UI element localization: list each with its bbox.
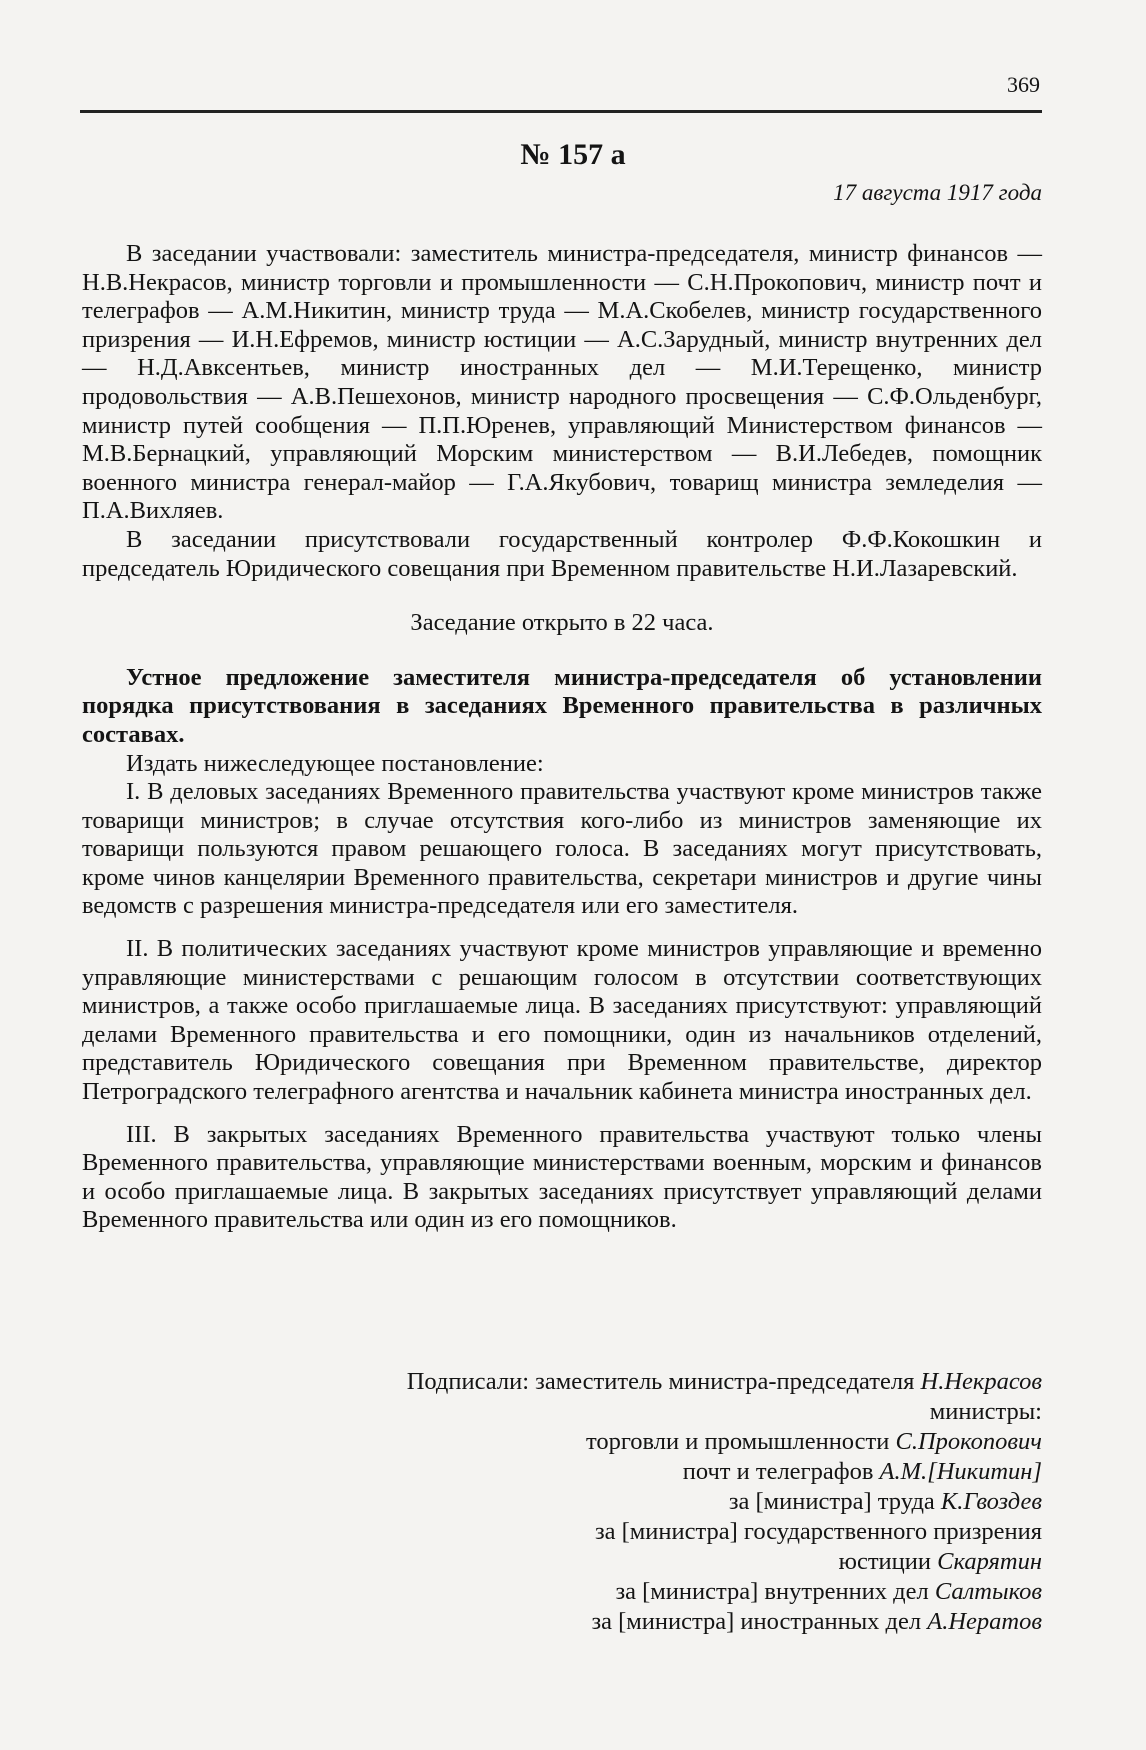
resolution-intro: Издать нижеследующее постановление:	[126, 749, 544, 777]
participants-paragraph: В заседании участвовали: заместитель министра-председателя, министр финансов — Н.В.Некрасов, министр торговли и промышленности — С.Н.Прокопович, министр почт и телеграфов — А.М.Никитин, министр труда — М.А.Скобелев, министр государственного призрения — И.Н.Ефремов, министр юстиции — А.С.Зарудный, министр внутренних дел — Н.Д.Авксентьев, министр иностранных дел — М.И.Терещенко, министр продовольствия — А.В.Пешехонов, министр народного просвещения — С.Ф.Ольденбург, министр путей сообщения — П.П.Юренев, управляющий Министерством финансов — М.В.Бернацкий, управляющий Морским министерством — В.И.Лебедев, помощник военного министра генерал-майор — Г.А.Якубович, товарищ министра земледелия — П.А.Вихляев.	[82, 240, 1042, 525]
clause-3: III. В закрытых заседаниях Временного правительства участвуют только члены Временного правительства, управляющие министерствами военным, морским и финансов и особо приглашаемые лица. В закрытых заседаниях присутствует управляющий делами Временного правительства или один из его помощников.	[82, 1120, 1042, 1234]
clause-2: II. В политических заседаниях участвуют кроме министров управляющие и временно управляющие министерствами с решающим голосом в отсутствии соответствующих министров, а также особо приглашаемые лица. В заседаниях присутствуют: управляющий делами Временного правительства и его помощники, один из начальников отделений, представитель Юридического совещания при Временном правительстве, директор Петроградского телеграфного агентства и начальник кабинета министра иностранных дел.	[82, 935, 1042, 1106]
signature-line: за [министра] иностранных дел А.Нератов	[591, 1608, 1042, 1635]
signature-line: министры:	[929, 1398, 1042, 1425]
signature-line: за [министра] труда К.Гвоздев	[728, 1488, 1042, 1515]
signature-line: за [министра] внутренних дел Салтыков	[615, 1578, 1042, 1605]
header-rule	[80, 110, 1042, 113]
signature-line: торговли и промышленности С.Прокопович	[585, 1428, 1042, 1455]
document-body	[82, 240, 1042, 1235]
document-number: № 157 а	[520, 138, 626, 171]
clause-1: I. В деловых заседаниях Временного правительства участвуют кроме министров также товарищи министров; в случае отсутствия кого-либо из министров заменяющие их товарищи пользуются правом решающего голоса. В заседаниях могут присутствовать, кроме чинов канцелярии Временного правительства, секретари министров и другие чины ведомств с разрешения министра-председателя или его заместителя.	[82, 778, 1042, 920]
section-heading: Устное предложение заместителя министра-председателя об установлении порядка присутствования в заседаниях Временного правительства в различных составах.	[82, 663, 1042, 748]
signature-line: Подписали: заместитель министра-председателя Н.Некрасов	[406, 1368, 1042, 1395]
signature-line: за [министра] государственного призрения	[594, 1518, 1042, 1545]
page-number: 369	[1007, 72, 1040, 97]
signatures-block	[407, 1367, 1042, 1637]
attendees-paragraph: В заседании присутствовали государственный контролер Ф.Ф.Кокошкин и председатель Юридического совещания при Временном правительстве Н.И.Лазаревский.	[82, 525, 1042, 582]
document-date: 17 августа 1917 года	[833, 180, 1042, 205]
signature-line: юстиции Скарятин	[838, 1548, 1042, 1575]
session-opened: Заседание открыто в 22 часа.	[410, 609, 714, 637]
signature-line: почт и телеграфов А.М.[Никитин]	[682, 1458, 1042, 1485]
